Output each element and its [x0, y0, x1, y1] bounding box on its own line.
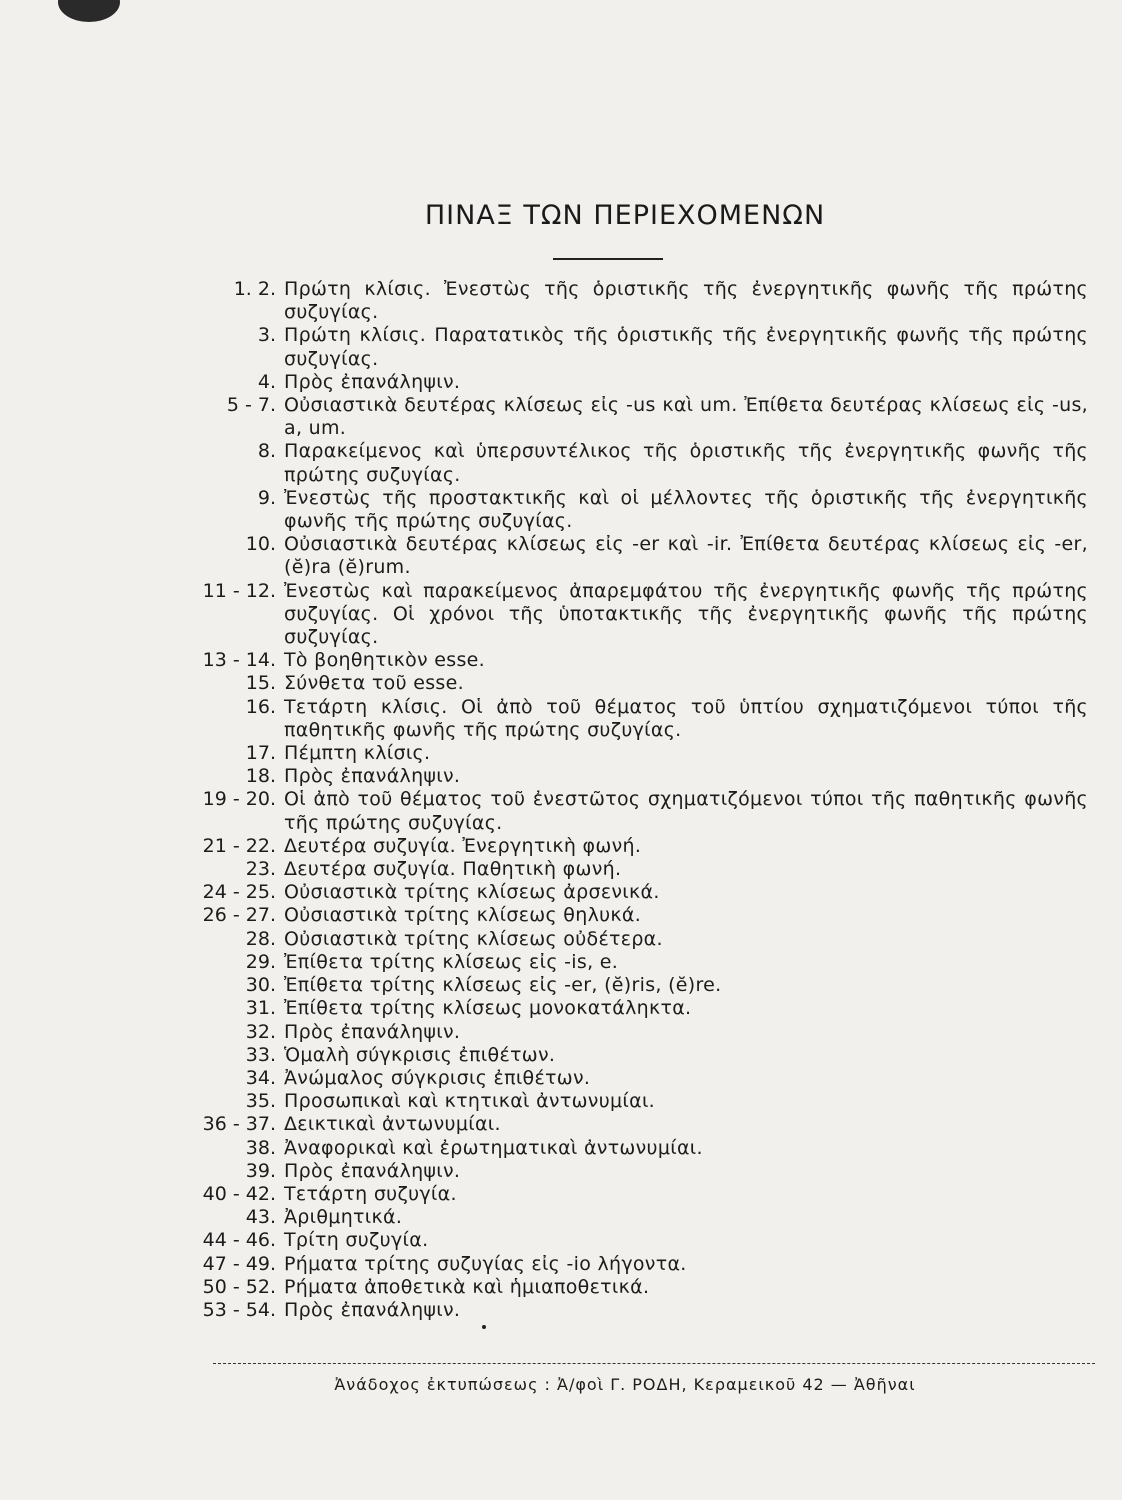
toc-entry-number: 15. [245, 672, 276, 695]
toc-entry [198, 487, 1088, 533]
toc-entry-number: 9. [257, 486, 276, 509]
toc-entry-number: 8. [257, 440, 276, 463]
toc-entry [198, 371, 1088, 394]
toc-entry-text: Ἐπίθετα τρίτης κλίσεως εἰς -is, e. [284, 950, 619, 973]
toc-entry [198, 1299, 1088, 1322]
toc-entry-text: Παρακείμενος καὶ ὑπερσυντέλικος τῆς ὁριστικῆς τῆς ἐνεργητικῆς φωνῆς τῆς πρώτης συζυγίας. [284, 440, 1088, 486]
toc-entry-text: Πρώτη κλίσις. Παρατατικὸς τῆς ὁριστικῆς τῆς ἐνεργητικῆς φωνῆς τῆς πρώτης συζυγίας. [284, 324, 1088, 370]
toc-entry-number: 39. [245, 1159, 276, 1182]
toc-entry [198, 765, 1088, 788]
toc-entry-number: 53 - 54. [202, 1298, 276, 1321]
toc-entry [198, 580, 1088, 650]
title-rule [553, 258, 663, 260]
toc-entry-text: Τετάρτη κλίσις. Οἱ ἀπὸ τοῦ θέματος τοῦ ὑπτίου σχηματιζόμενοι τύποι τῆς παθητικῆς φωνῆς τῆς πρώτης συζυγίας. [284, 695, 1088, 741]
toc-entry-text: Ρήματα τρίτης συζυγίας εἰς -io λήγοντα. [284, 1252, 687, 1275]
toc-entry [198, 278, 1088, 324]
toc-entry [198, 324, 1088, 370]
toc-entry [198, 1044, 1088, 1067]
toc-entry-number: 4. [257, 370, 276, 393]
toc-entry-number: 16. [245, 695, 276, 718]
toc-entry-text: Πρὸς ἐπανάληψιν. [284, 765, 461, 788]
toc-entry-number: 13 - 14. [202, 649, 276, 672]
toc-entry [198, 696, 1088, 742]
toc-entry [198, 788, 1088, 834]
toc-entry [198, 1137, 1088, 1160]
toc-entry-number: 32. [245, 1020, 276, 1043]
toc-entry-number: 3. [257, 324, 276, 347]
toc-entry [198, 881, 1088, 904]
toc-entry-text: Πρὸς ἐπανάληψιν. [284, 370, 461, 393]
toc-entry-text: Οὐσιαστικὰ τρίτης κλίσεως οὐδέτερα. [284, 927, 663, 950]
toc-entry-text: Οὐσιαστικὰ τρίτης κλίσεως ἀρσενικά. [284, 881, 660, 904]
toc-entry-text: Τετάρτη συζυγία. [284, 1182, 457, 1205]
toc-entry-text: Ἀναφορικαὶ καὶ ἐρωτηματικαὶ ἀντωνυμίαι. [284, 1136, 703, 1159]
toc-entry-text: Ὁμαλὴ σύγκρισις ἐπιθέτων. [284, 1043, 556, 1066]
toc-entry [198, 742, 1088, 765]
toc-entry-number: 1. 2. [233, 278, 276, 300]
toc-entry-number: 26 - 27. [202, 904, 276, 927]
toc-entry-number: 31. [245, 997, 276, 1020]
toc-entry-text: Οἱ ἀπὸ τοῦ θέματος τοῦ ἐνεστῶτος σχηματιζόμενοι τύποι τῆς παθητικῆς φωνῆς τῆς πρώτης συζυγίας. [284, 788, 1088, 834]
toc-entry [198, 997, 1088, 1020]
toc-entry [198, 1160, 1088, 1183]
toc-entry [198, 440, 1088, 486]
toc-entry-number: 43. [245, 1206, 276, 1229]
toc-entry-text: Ἐνεστὼς καὶ παρακείμενος ἀπαρεμφάτου τῆς ἐνεργητικῆς φωνῆς τῆς πρώτης συζυγίας. Οἱ χρόνοι τῆς ὑποτακτικῆς τῆς ἐνεργητικῆς φωνῆς τῆς πρώτης συζυγίας. [284, 579, 1088, 649]
toc-entry-text: Ἐπίθετα τρίτης κλίσεως μονοκατάληκτα. [284, 997, 692, 1020]
toc-entry [198, 1183, 1088, 1206]
toc-entry-text: Ἐνεστὼς τῆς προστακτικῆς καὶ οἱ μέλλοντες τῆς ὁριστικῆς τῆς ἐνεργητικῆς φωνῆς τῆς πρώτης συζυγίας. [284, 486, 1088, 533]
toc-entry [198, 533, 1088, 579]
toc-entry-number: 10. [245, 533, 276, 556]
toc-entry-number: 28. [245, 927, 276, 950]
toc-entry-text: Δευτέρα συζυγία. Παθητικὴ φωνή. [284, 858, 622, 881]
table-of-contents [198, 278, 1088, 1322]
toc-entry-number: 47 - 49. [202, 1252, 276, 1275]
toc-entry-number: 40 - 42. [202, 1182, 276, 1205]
toc-entry [198, 672, 1088, 695]
toc-entry-text: Ρήματα ἀποθετικὰ καὶ ἡμιαποθετικά. [284, 1275, 650, 1298]
toc-entry-text: Οὐσιαστικὰ δευτέρας κλίσεως εἰς -us καὶ um. Ἐπίθετα δευτέρας κλίσεως εἰς -us, a, um. [284, 394, 1088, 440]
toc-entry-number: 34. [245, 1066, 276, 1089]
toc-entry-number: 11 - 12. [202, 579, 276, 602]
toc-entry-number: 17. [245, 742, 276, 765]
toc-entry [198, 1113, 1088, 1136]
toc-entry-number: 50 - 52. [202, 1275, 276, 1298]
toc-entry-text: Οὐσιαστικὰ τρίτης κλίσεως θηλυκά. [284, 904, 642, 927]
toc-entry-number: 29. [245, 950, 276, 973]
toc-entry [198, 951, 1088, 974]
toc-entry [198, 1090, 1088, 1113]
toc-entry-number: 36 - 37. [202, 1113, 276, 1136]
page-title: ΠΙΝΑΞ ΤΩΝ ΠΕΡΙΕΧΟΜΕΝΩΝ [424, 200, 826, 231]
printer-imprint: Ἀνάδοχος ἐκτυπώσεως : Ἀ/φοὶ Γ. ΡΟΔΗ, Κεραμεικοῦ 42 — Ἀθῆναι [334, 1375, 916, 1394]
toc-entry-number: 33. [245, 1043, 276, 1066]
toc-entry [198, 904, 1088, 927]
toc-entry [198, 1276, 1088, 1299]
toc-entry-text: Οὐσιαστικὰ δευτέρας κλίσεως εἰς -er καὶ -ir. Ἐπίθετα δευτέρας κλίσεως εἰς -er, (ĕ)ra (ĕ)rum. [284, 533, 1088, 579]
toc-entry-text: Σύνθετα τοῦ esse. [284, 672, 464, 695]
toc-entry-text: Ἐπίθετα τρίτης κλίσεως εἰς -er, (ĕ)ris, (ĕ)re. [284, 974, 722, 997]
toc-entry-number: 19 - 20. [202, 788, 276, 811]
toc-entry [198, 858, 1088, 881]
toc-entry [198, 394, 1088, 440]
toc-entry-text: Πέμπτη κλίσις. [284, 742, 431, 765]
toc-entry-text: Πρὸς ἐπανάληψιν. [284, 1020, 461, 1043]
toc-entry-text: Τὸ βοηθητικὸν esse. [284, 649, 485, 672]
toc-entry-number: 30. [245, 974, 276, 997]
toc-entry-number: 23. [245, 858, 276, 881]
toc-entry [198, 835, 1088, 858]
toc-entry-number: 38. [245, 1136, 276, 1159]
toc-entry [198, 1067, 1088, 1090]
toc-entry [198, 1021, 1088, 1044]
toc-entry-text: Δευτέρα συζυγία. Ἐνεργητικὴ φωνή. [284, 834, 642, 857]
toc-entry [198, 974, 1088, 997]
toc-entry [198, 1229, 1088, 1252]
toc-entry-number: 18. [245, 765, 276, 788]
toc-entry [198, 1253, 1088, 1276]
toc-entry-text: Δεικτικαὶ ἀντωνυμίαι. [284, 1113, 501, 1136]
toc-entry-text: Πρώτη κλίσις. Ἐνεστὼς τῆς ὁριστικῆς τῆς ἐνεργητικῆς φωνῆς τῆς πρώτης συζυγίας. [284, 278, 1088, 324]
toc-entry-text: Προσωπικαὶ καὶ κτητικαὶ ἀντωνυμίαι. [284, 1090, 656, 1113]
ink-blot [58, 0, 120, 22]
toc-entry-text: Πρὸς ἐπανάληψιν. [284, 1159, 461, 1182]
toc-entry-text: Ἀνώμαλος σύγκρισις ἐπιθέτων. [284, 1066, 591, 1089]
dot-mark [482, 1325, 486, 1329]
toc-entry-number: 44 - 46. [202, 1229, 276, 1252]
toc-entry-text: Ἀριθμητικά. [284, 1206, 403, 1229]
footer-rule [213, 1363, 1095, 1364]
toc-entry-number: 5 - 7. [226, 394, 276, 417]
toc-entry-text: Τρίτη συζυγία. [284, 1229, 429, 1252]
toc-entry-number: 21 - 22. [202, 834, 276, 857]
toc-entry [198, 649, 1088, 672]
toc-entry-number: 24 - 25. [202, 881, 276, 904]
toc-entry [198, 928, 1088, 951]
toc-entry [198, 1206, 1088, 1229]
toc-entry-text: Πρὸς ἐπανάληψιν. [284, 1298, 461, 1321]
toc-entry-number: 35. [245, 1090, 276, 1113]
